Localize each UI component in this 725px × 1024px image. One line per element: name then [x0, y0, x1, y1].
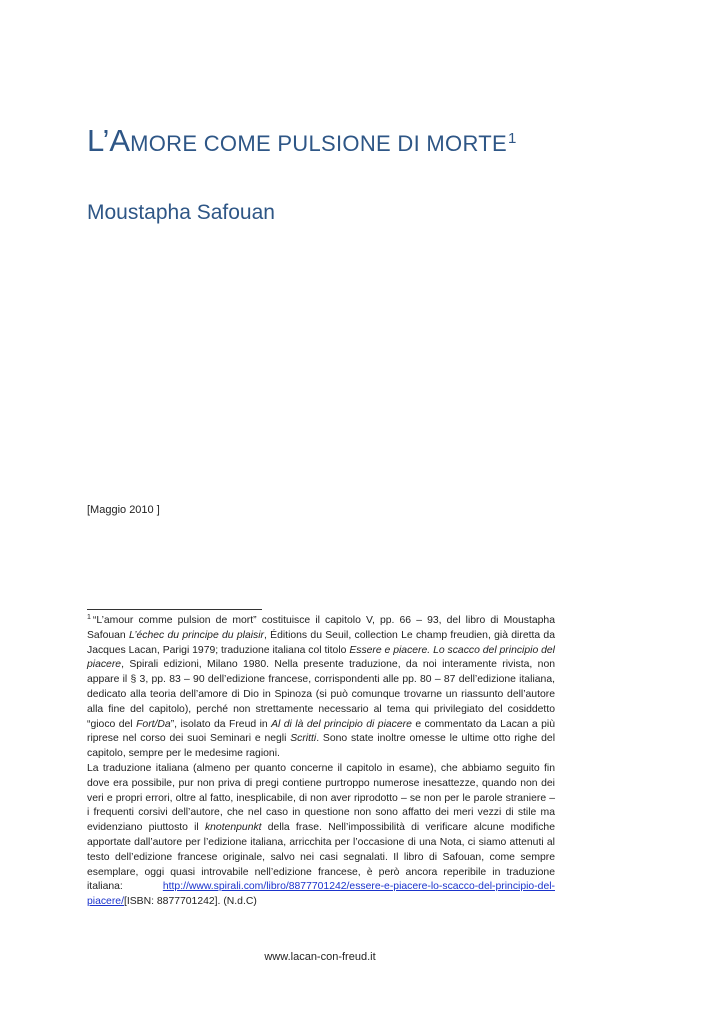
text-run: , Éditions du Seuil, collection Le champ freudien, già diretta da Jacques Lacan, Parigi 1979; traduzione italiana col titolo: [87, 629, 555, 656]
italic-run: knotenpunkt: [204, 822, 262, 834]
text-run: , Spirali edizioni, Milano 1980. Nella presente traduzione, da noi interamente rivista, non appare il § 3, pp. 83 – 90 dell’edizione francese, corrispondenti alle pp. 80 – 87 dell’edizione italiana, dedicato alla teoria dell’amore di Dio in Spinoza (si può comunque trovarne un riassunto dell’autore alla fine del capitolo), perché non strettamente necessario al tema qui privilegiato del cosiddetto “gioco del: [87, 659, 555, 730]
date-label: [Maggio 2010 ]: [87, 504, 160, 516]
website-footer: www.lacan-con-freud.it: [264, 951, 376, 963]
title-initial: L’: [87, 123, 110, 158]
spirali-link[interactable]: http://www.spirali.com/libro/8877701242/essere-e-piacere-lo-scacco-del-principio-del-piacere/: [87, 881, 555, 908]
footnote-marker: 1: [87, 613, 91, 621]
author-name: Moustapha Safouan: [87, 201, 275, 224]
document-title: [87, 124, 516, 156]
text-run: e commentato da Lacan a più riprese nel corso dei suoi Seminari e negli: [87, 718, 555, 745]
text-run: della frase. Nell’impossibilità di verificare alcune modifiche apportate dall’autore per l’edizione italiana, arricchita per l’occasione di una Nota, ci siamo attenuti al testo dell’edizione francese originale, salvo nei casi segnalati. Il libro di Safouan, come sempre esemplare, oggi quasi introvabile nell’edizione francese, è però ancora reperibile in traduzione italiana:: [87, 822, 555, 893]
footnote-isbn: [ISBN: 8877701242]. (N.d.C): [123, 896, 257, 908]
text-run: La traduzione italiana (almeno per quanto concerne il capitolo in esame), che abbiamo seguito fin dove era possibile, pur non priva di pregi contiene purtroppo numerose inesattezze, quando non dei veri e propri errori, oltre al fatto, inesplicabile, di non aver riprodotto – se non per le parole straniere – i frequenti corsivi dell’autore, che nel caso in questione non sono affatto dei meri vezzi di stile ma evidenziano piuttosto il: [87, 762, 555, 834]
title-rest: MORE COME PULSIONE DI MORTE: [130, 131, 507, 156]
text-run: . Sono state inoltre omesse le ultime otto righe del capitolo, sempre per le medesime ragioni.: [87, 733, 556, 760]
italic-run: Al di là del principio di piacere: [271, 718, 412, 730]
footnote-paragraph-1: [87, 614, 555, 762]
text-run: ”, isolato da Freud in: [170, 718, 272, 730]
footnote-text-2: [87, 763, 555, 892]
italic-run: L’échec du principe du plaisir: [129, 629, 264, 641]
italic-run: Fort/Da: [136, 718, 171, 730]
title-initial-second: A: [109, 123, 131, 158]
title-footnote-ref[interactable]: 1: [507, 130, 517, 147]
italic-run: Scritti: [290, 733, 317, 745]
italic-run: Essere e piacere. Lo scacco del principio del piacere: [87, 644, 555, 671]
footnote-separator: [87, 609, 262, 610]
footnote: [87, 614, 555, 910]
footnote-paragraph-2: [87, 762, 555, 910]
text-run: “L’amour comme pulsion de mort” costituisce il capitolo V, pp. 66 – 93, del libro di Moustapha Safouan: [87, 615, 555, 641]
footnote-text-1: [87, 615, 555, 759]
